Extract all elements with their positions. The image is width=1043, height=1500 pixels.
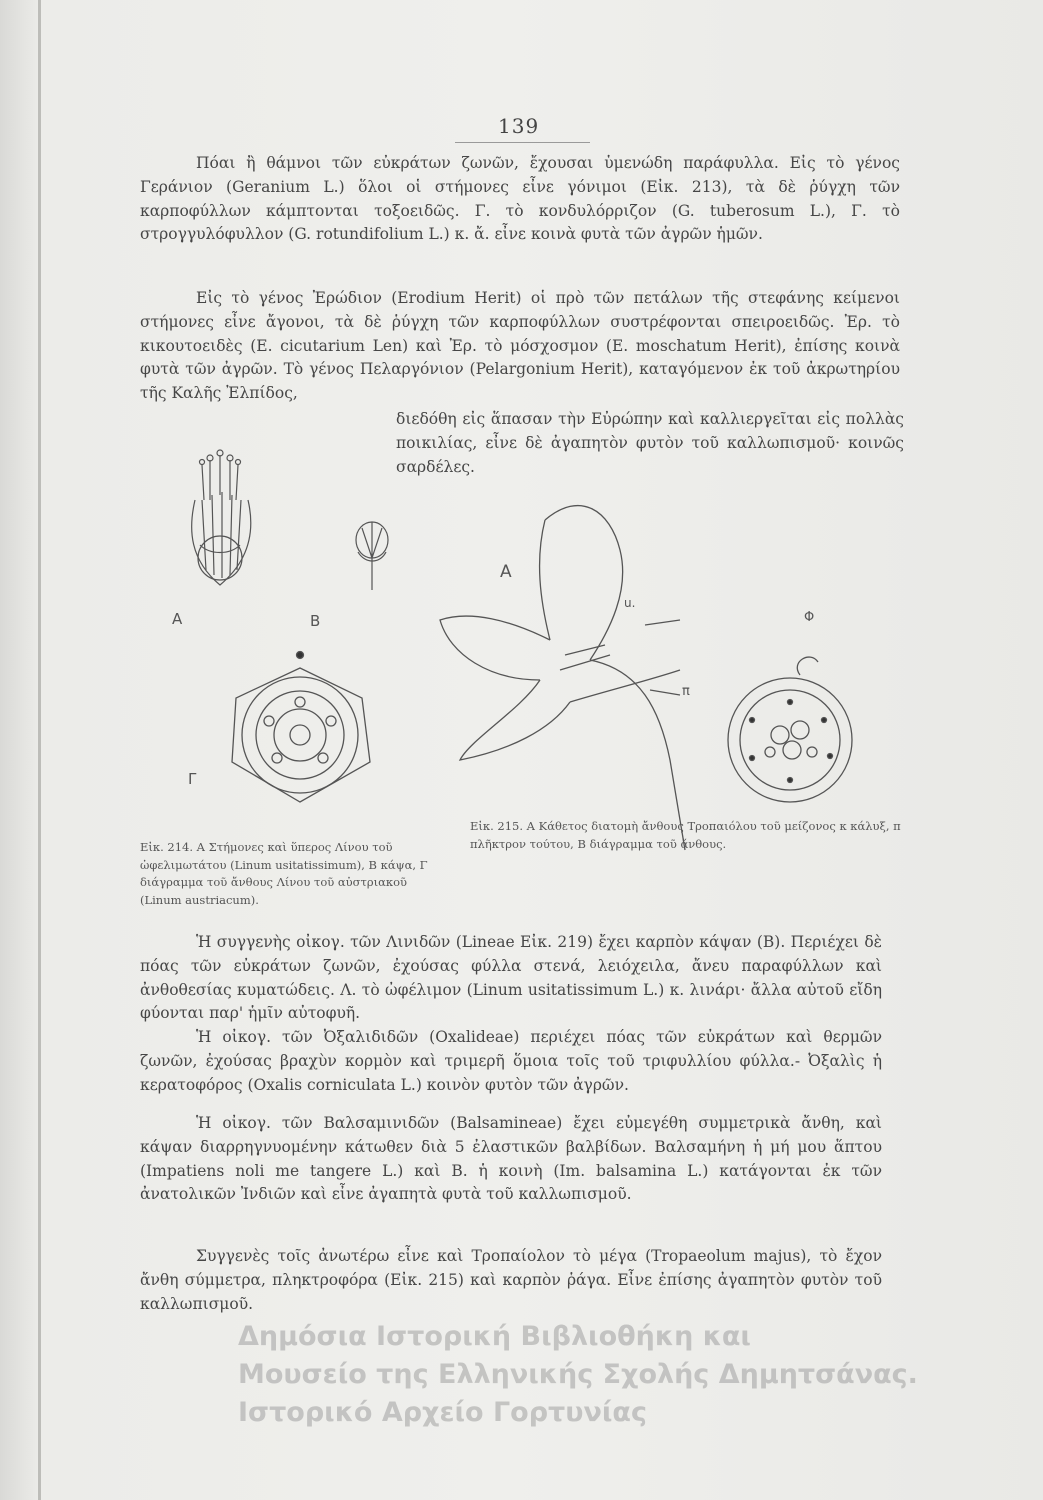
page-number: 139 — [498, 114, 540, 138]
fig214-capsule-drawing — [356, 522, 388, 590]
fig215-label-a: A — [500, 562, 512, 582]
fig215-floral-diagram — [728, 657, 852, 802]
library-watermark — [238, 1318, 1018, 1432]
paragraph-balsamineae: Ἡ οἰκογ. τῶν Βαλσαμινιδῶν (Balsamineae) ἔχει εὐμεγέθη συμμετρικὰ ἄνθη, καὶ κάψαν διαρρηγνυομένην κάτωθεν διὰ 5 ἐλαστικῶν βαλβίδων. Βαλσαμήνη ἡ μή μου ἅπτου (Impatiens noli me tangere L.) καὶ Β. ἡ κοινὴ (Im. balsamina L.) κατάγονται ἐκ τῶν ἀνατολικῶν Ἰνδιῶν καὶ εἶνε ἀγαπητὰ φυτὰ τοῦ καλλωπισμοῦ. — [140, 1114, 882, 1204]
paragraph-oxalideae: Ἡ οἰκογ. τῶν Ὀξαλιδιδῶν (Oxalideae) περιέχει πόας τῶν εὐκράτων καὶ θερμῶν ζωνῶν, ἐχούσας βραχὺν κορμὸν καὶ τριμερῆ ὅμοια τοῖς τοῦ τριφυλλίου φύλλα.- Ὀξαλὶς ἡ κερατοφόρος (Oxalis corniculata L.) κοινὸν φυτὸν τῶν ἀγρῶν. — [140, 1028, 882, 1094]
fig215-label-pi: π — [682, 684, 690, 699]
paragraph-tropaeolum: Συγγενὲς τοῖς ἀνωτέρω εἶνε καὶ Τροπαίολον τὸ μέγα (Tropaeolum majus), τὸ ἔχον ἄνθη σύμμετρα, πληκτροφόρα (Εἰκ. 215) καὶ καρπὸν ῥάγα. Εἶνε ἐπίσης ἀγαπητὸν φυτὸν τοῦ καλλωπισμοῦ. — [140, 1247, 882, 1313]
paragraph-erodium: Εἰς τὸ γένος Ἐρώδιον (Erodium Herit) οἱ πρὸ τῶν πετάλων τῆς στεφάνης κείμενοι στήμονες εἶνε ἄγονοι, τὰ δὲ ῥύγχη τῶν καρποφύλλων συστρέφονται σπειροειδῶς. Ἐρ. τὸ κικουτοειδὲς (E. cicutarium Len) καὶ Ἐρ. τὸ μόσχοσμον (E. moschatum Herit), ἐπίσης κοινὰ φυτὰ τῶν ἀγρῶν. Τὸ γένος Πελαργόνιον (Pelargonium Herit), καταγόμενον ἐκ τοῦ ἀκρωτηρίου τῆς Καλῆς Ἐλπίδος, — [140, 289, 900, 403]
binding-edge — [38, 0, 41, 1500]
figure-drawings — [140, 440, 920, 860]
fig215-label-u: u. — [624, 596, 636, 610]
caption-fig-215: Εἰκ. 215. Α Κάθετος διατομὴ ἄνθους Τροπαιόλου τοῦ μείζονος κ κάλυξ, π πλῆκτρον τούτου, Β διάγραμμα τοῦ ἄνθους. — [470, 819, 901, 851]
fig214-stamens-drawing — [192, 450, 251, 585]
fig215-label-phi: Φ — [804, 610, 815, 625]
caption-fig-214: Εἰκ. 214. Α Στήμονες καὶ ὕπερος Λίνου τοῦ ὠφελιμωτάτου (Linum usitatissimum), Β κάψα, Γ διάγραμμα τοῦ ἄνθους Λίνου τοῦ αὐστριακοῦ (Linum austriacum). — [140, 840, 428, 907]
watermark-line-2: Μουσείο της Ελληνικής Σχολής Δημητσάνας. — [238, 1359, 918, 1390]
watermark-line-1: Δημόσια Ιστορική Βιβλιοθήκη και — [238, 1321, 751, 1352]
page-number-rule — [455, 142, 590, 143]
fig215-flower-section — [440, 506, 685, 850]
fig214-label-a: A — [172, 610, 183, 628]
fig214-floral-diagram — [232, 652, 370, 803]
paragraph-lineae: Ἡ συγγενὴς οἰκογ. τῶν Λινιδῶν (Lineae Εἰκ. 219) ἔχει καρπὸν κάψαν (B). Περιέχει δὲ πόας τῶν εὐκράτων ζωνῶν, ἐχούσας φύλλα στενά, λειόχειλα, ἄνευ παραφύλλων καὶ ἀνθοθεσίας κυματώδεις. Λ. τὸ ὠφέλιμον (Linum usitatissimum L.) κ. λινάρι· ἄλλα αὐτοῦ εἴδη φύονται παρ' ἡμῖν αὐτοφυῆ. — [140, 933, 882, 1023]
paragraph-geranium: Πόαι ἢ θάμνοι τῶν εὐκράτων ζωνῶν, ἔχουσαι ὑμενώδη παράφυλλα. Εἰς τὸ γένος Γεράνιον (Geranium L.) ὅλοι οἱ στήμονες εἶνε γόνιμοι (Εἰκ. 213), τὰ δὲ ῥύγχη τῶν καρποφύλλων κάμπτονται τοξοειδῶς. Γ. τὸ κονδυλόρριζον (G. tuberosum L.), Γ. τὸ στρογγυλόφυλλον (G. rotundifolium L.) κ. ἄ. εἶνε κοινὰ φυτὰ τῶν ἀγρῶν ἡμῶν. — [140, 154, 900, 244]
paragraph-pelargonium-cont: διεδόθη εἰς ἅπασαν τὴν Εὐρώπην καὶ καλλιεργεῖται εἰς πολλὰς ποικιλίας, εἶνε δὲ ἀγαπητὸν φυτὸν τοῦ καλλωπισμοῦ· κοινῶς σαρδέλες. — [396, 410, 904, 476]
botanical-figures — [140, 440, 920, 860]
fig214-label-b: B — [310, 612, 321, 630]
fig214-label-g: Γ — [188, 770, 197, 788]
watermark-line-3: Ιστορικό Αρχείο Γορτυνίας — [238, 1397, 647, 1428]
